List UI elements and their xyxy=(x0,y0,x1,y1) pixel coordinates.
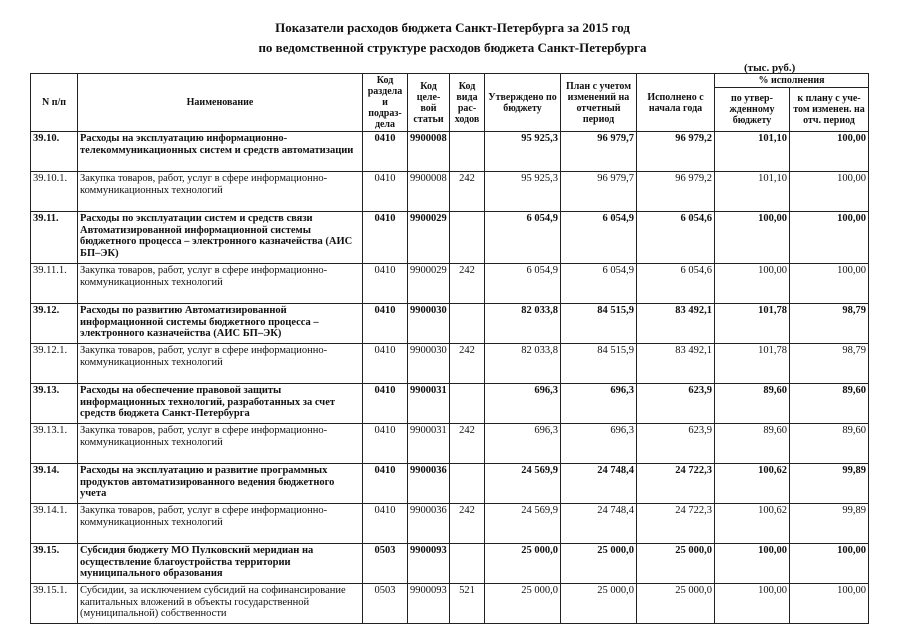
cell-approved: 95 925,3 xyxy=(485,172,561,212)
table-row xyxy=(31,132,869,172)
cell-done: 623,9 xyxy=(637,424,715,464)
expenses-table xyxy=(30,73,869,624)
cell-razdel: 0503 xyxy=(363,584,408,624)
table-row xyxy=(31,544,869,584)
cell-pct-plan: 89,60 xyxy=(790,424,869,464)
cell-num: 39.10. xyxy=(31,132,78,172)
cell-razdel: 0410 xyxy=(363,172,408,212)
col-header-done: Исполнено с начала года xyxy=(637,74,715,132)
cell-vid: 242 xyxy=(450,344,485,384)
cell-stat: 9900031 xyxy=(408,384,450,424)
cell-plan: 24 748,4 xyxy=(561,464,637,504)
cell-plan: 84 515,9 xyxy=(561,304,637,344)
cell-num: 39.12. xyxy=(31,304,78,344)
cell-stat: 9900093 xyxy=(408,584,450,624)
cell-num: 39.14.1. xyxy=(31,504,78,544)
table-row xyxy=(31,304,869,344)
cell-approved: 25 000,0 xyxy=(485,584,561,624)
table-row xyxy=(31,384,869,424)
cell-vid: 521 xyxy=(450,584,485,624)
cell-approved: 696,3 xyxy=(485,424,561,464)
cell-plan: 25 000,0 xyxy=(561,584,637,624)
cell-vid xyxy=(450,544,485,584)
cell-vid xyxy=(450,212,485,264)
cell-pct-plan: 98,79 xyxy=(790,344,869,384)
col-header-approved: Утверждено по бюджету xyxy=(485,74,561,132)
cell-razdel: 0410 xyxy=(363,424,408,464)
cell-name: Закупка товаров, работ, услуг в сфере информационно-коммуникационных технологий xyxy=(78,264,363,304)
cell-num: 39.12.1. xyxy=(31,344,78,384)
cell-vid: 242 xyxy=(450,264,485,304)
cell-num: 39.10.1. xyxy=(31,172,78,212)
cell-razdel: 0410 xyxy=(363,132,408,172)
units-label: (тыс. руб.) xyxy=(744,62,796,74)
cell-plan: 84 515,9 xyxy=(561,344,637,384)
cell-num: 39.11.1. xyxy=(31,264,78,304)
cell-approved: 24 569,9 xyxy=(485,504,561,544)
table-row xyxy=(31,504,869,544)
cell-name: Закупка товаров, работ, услуг в сфере информационно-коммуникационных технологий xyxy=(78,344,363,384)
cell-stat: 9900036 xyxy=(408,464,450,504)
cell-stat: 9900093 xyxy=(408,544,450,584)
col-header-vid: Код вида рас-ходов xyxy=(450,74,485,132)
cell-plan: 96 979,7 xyxy=(561,172,637,212)
cell-stat: 9900030 xyxy=(408,344,450,384)
report-title: Показатели расходов бюджета Санкт-Петербурга за 2015 год xyxy=(275,20,630,35)
cell-plan: 696,3 xyxy=(561,384,637,424)
cell-done: 24 722,3 xyxy=(637,504,715,544)
cell-pct-budget: 101,78 xyxy=(715,304,790,344)
cell-razdel: 0503 xyxy=(363,544,408,584)
cell-pct-plan: 100,00 xyxy=(790,212,869,264)
cell-pct-budget: 89,60 xyxy=(715,384,790,424)
cell-vid: 242 xyxy=(450,424,485,464)
table-row xyxy=(31,264,869,304)
cell-approved: 6 054,9 xyxy=(485,264,561,304)
cell-pct-budget: 100,00 xyxy=(715,212,790,264)
table-row xyxy=(31,172,869,212)
cell-name: Субсидии, за исключением субсидий на софинансирование капитальных вложений в объекты государственной (муниципальной) собственности xyxy=(78,584,363,624)
col-header-razdel: Код раздела и подраз-дела xyxy=(363,74,408,132)
cell-pct-plan: 99,89 xyxy=(790,504,869,544)
cell-approved: 696,3 xyxy=(485,384,561,424)
cell-razdel: 0410 xyxy=(363,464,408,504)
cell-name: Закупка товаров, работ, услуг в сфере информационно-коммуникационных технологий xyxy=(78,504,363,544)
cell-pct-plan: 99,89 xyxy=(790,464,869,504)
cell-vid xyxy=(450,132,485,172)
cell-approved: 82 033,8 xyxy=(485,304,561,344)
cell-name: Закупка товаров, работ, услуг в сфере информационно-коммуникационных технологий xyxy=(78,172,363,212)
cell-done: 6 054,6 xyxy=(637,264,715,304)
cell-stat: 9900008 xyxy=(408,132,450,172)
cell-pct-plan: 100,00 xyxy=(790,264,869,304)
cell-done: 96 979,2 xyxy=(637,172,715,212)
col-header-name: Наименование xyxy=(78,74,363,132)
col-header-num: N п/п xyxy=(31,74,78,132)
cell-vid: 242 xyxy=(450,172,485,212)
cell-approved: 6 054,9 xyxy=(485,212,561,264)
cell-stat: 9900036 xyxy=(408,504,450,544)
cell-pct-plan: 89,60 xyxy=(790,384,869,424)
cell-approved: 82 033,8 xyxy=(485,344,561,384)
col-header-pct-plan: к плану с уче-том изменен. на отч. период xyxy=(790,88,869,132)
cell-done: 25 000,0 xyxy=(637,544,715,584)
cell-name: Закупка товаров, работ, услуг в сфере информационно-коммуникационных технологий xyxy=(78,424,363,464)
cell-vid xyxy=(450,464,485,504)
report-subtitle: по ведомственной структуре расходов бюджета Санкт-Петербурга xyxy=(258,40,647,55)
cell-razdel: 0410 xyxy=(363,504,408,544)
cell-vid xyxy=(450,304,485,344)
cell-num: 39.13.1. xyxy=(31,424,78,464)
cell-pct-budget: 101,10 xyxy=(715,172,790,212)
cell-razdel: 0410 xyxy=(363,384,408,424)
cell-name: Расходы на эксплуатацию и развитие программных продуктов автоматизированного ведения бюджетного учета xyxy=(78,464,363,504)
cell-pct-budget: 100,00 xyxy=(715,544,790,584)
table-row xyxy=(31,212,869,264)
cell-done: 96 979,2 xyxy=(637,132,715,172)
cell-stat: 9900029 xyxy=(408,212,450,264)
cell-razdel: 0410 xyxy=(363,264,408,304)
cell-num: 39.14. xyxy=(31,464,78,504)
cell-pct-budget: 100,62 xyxy=(715,504,790,544)
cell-stat: 9900031 xyxy=(408,424,450,464)
cell-plan: 696,3 xyxy=(561,424,637,464)
table-row xyxy=(31,344,869,384)
cell-approved: 95 925,3 xyxy=(485,132,561,172)
cell-done: 83 492,1 xyxy=(637,304,715,344)
cell-plan: 6 054,9 xyxy=(561,212,637,264)
cell-razdel: 0410 xyxy=(363,212,408,264)
cell-done: 623,9 xyxy=(637,384,715,424)
cell-num: 39.11. xyxy=(31,212,78,264)
cell-pct-plan: 100,00 xyxy=(790,132,869,172)
table-row xyxy=(31,424,869,464)
cell-plan: 25 000,0 xyxy=(561,544,637,584)
cell-stat: 9900008 xyxy=(408,172,450,212)
cell-name: Расходы на обеспечение правовой защиты информационных технологий, разработанных за счет средств бюджета Санкт-Петербурга xyxy=(78,384,363,424)
cell-pct-budget: 100,00 xyxy=(715,584,790,624)
cell-plan: 6 054,9 xyxy=(561,264,637,304)
cell-plan: 96 979,7 xyxy=(561,132,637,172)
cell-num: 39.15. xyxy=(31,544,78,584)
cell-pct-plan: 100,00 xyxy=(790,172,869,212)
cell-num: 39.15.1. xyxy=(31,584,78,624)
table-row xyxy=(31,464,869,504)
cell-vid: 242 xyxy=(450,504,485,544)
cell-pct-budget: 101,10 xyxy=(715,132,790,172)
cell-pct-budget: 100,62 xyxy=(715,464,790,504)
col-header-pct-budget: по утвер-жденному бюджету xyxy=(715,88,790,132)
cell-razdel: 0410 xyxy=(363,344,408,384)
cell-name: Расходы по развитию Автоматизированной информационной системы бюджетного процесса – электронного казначейства (АИС БП–ЭК) xyxy=(78,304,363,344)
cell-done: 24 722,3 xyxy=(637,464,715,504)
cell-done: 6 054,6 xyxy=(637,212,715,264)
cell-stat: 9900029 xyxy=(408,264,450,304)
cell-pct-budget: 101,78 xyxy=(715,344,790,384)
cell-pct-budget: 100,00 xyxy=(715,264,790,304)
cell-approved: 24 569,9 xyxy=(485,464,561,504)
cell-razdel: 0410 xyxy=(363,304,408,344)
col-header-pct-group: % исполнения xyxy=(715,74,869,88)
cell-name: Расходы на эксплуатацию информационно-телекоммуникационных систем и средств автоматизации xyxy=(78,132,363,172)
cell-approved: 25 000,0 xyxy=(485,544,561,584)
cell-plan: 24 748,4 xyxy=(561,504,637,544)
col-header-plan: План с учетом изменений на отчетный период xyxy=(561,74,637,132)
cell-pct-plan: 100,00 xyxy=(790,584,869,624)
col-header-stat: Код целе-вой статьи xyxy=(408,74,450,132)
cell-vid xyxy=(450,384,485,424)
cell-pct-plan: 98,79 xyxy=(790,304,869,344)
cell-pct-plan: 100,00 xyxy=(790,544,869,584)
cell-stat: 9900030 xyxy=(408,304,450,344)
cell-name: Расходы по эксплуатации систем и средств связи Автоматизированной информационной системы бюджетного процесса – электронного казначейства (АИС БП–ЭК) xyxy=(78,212,363,264)
cell-num: 39.13. xyxy=(31,384,78,424)
cell-done: 25 000,0 xyxy=(637,584,715,624)
cell-done: 83 492,1 xyxy=(637,344,715,384)
table-row xyxy=(31,584,869,624)
cell-pct-budget: 89,60 xyxy=(715,424,790,464)
cell-name: Субсидия бюджету МО Пулковский меридиан на осуществление благоустройства территории муниципального образования xyxy=(78,544,363,584)
